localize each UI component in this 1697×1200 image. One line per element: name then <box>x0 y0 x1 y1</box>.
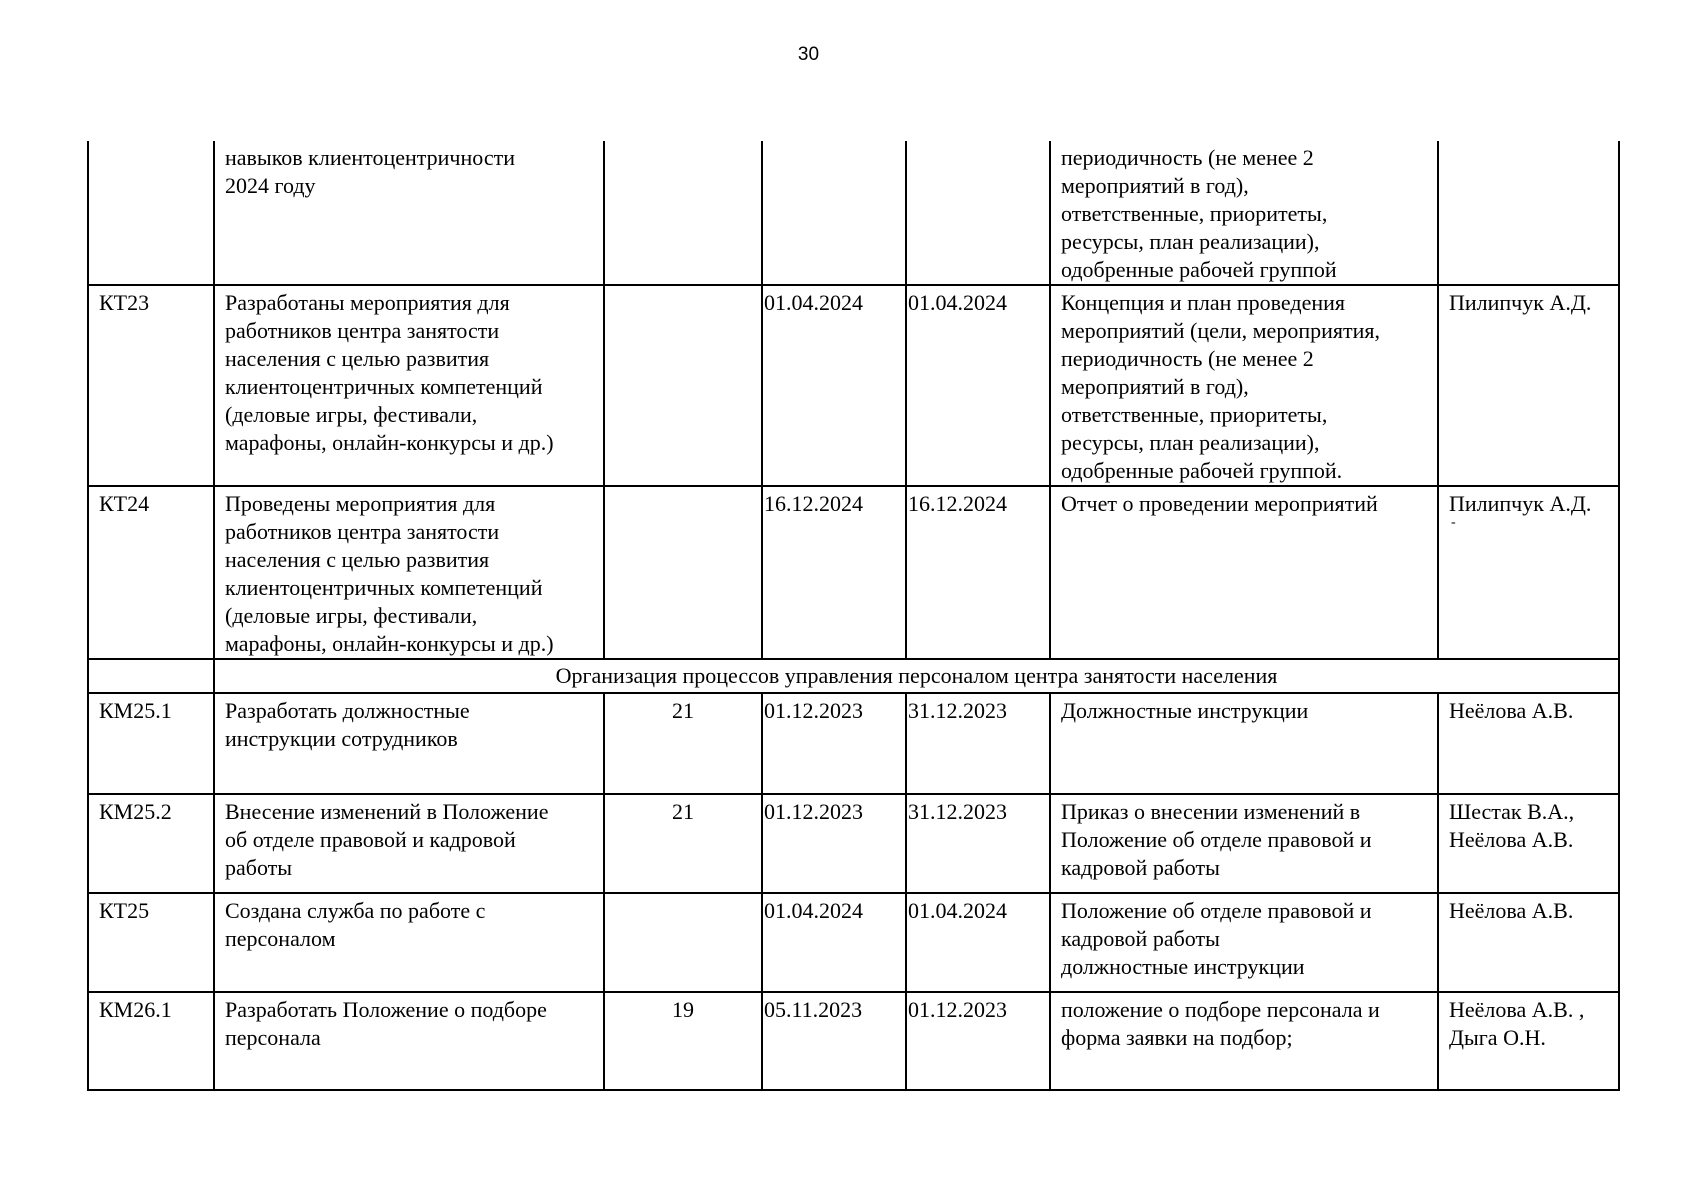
cell-code: КТ24 <box>88 486 214 659</box>
responsible-mark: - <box>1451 515 1456 530</box>
cell-code <box>88 659 214 693</box>
cell-result: положение о подборе персонала и форма заявки на подбор; <box>1050 992 1438 1090</box>
cell-responsible: Неёлова А.В. <box>1438 893 1619 992</box>
cell-task: Проведены мероприятия для работников центра занятости населения с целью развития клиентоцентричных компетенций (деловые игры, фестивали, марафоны, онлайн-конкурсы и др.) <box>214 486 604 659</box>
table-row-continued <box>88 141 1619 285</box>
cell-num <box>604 486 762 659</box>
cell-code: КМ26.1 <box>88 992 214 1090</box>
table-row <box>88 992 1619 1090</box>
cell-start-date: 01.04.2024 <box>762 893 906 992</box>
section-heading-row <box>88 659 1619 693</box>
table-row <box>88 794 1619 893</box>
table-row <box>88 285 1619 486</box>
cell-code <box>88 141 214 285</box>
cell-code: КМ25.1 <box>88 693 214 794</box>
cell-task: Разработаны мероприятия для работников центра занятости населения с целью развития клиентоцентричных компетенций (деловые игры, фестивали, марафоны, онлайн-конкурсы и др.) <box>214 285 604 486</box>
cell-end-date: 01.04.2024 <box>906 285 1050 486</box>
cell-code: КТ25 <box>88 893 214 992</box>
cell-task: Внесение изменений в Положение об отделе правовой и кадровой работы <box>214 794 604 893</box>
table-row <box>88 693 1619 794</box>
cell-end-date: 31.12.2023 <box>906 794 1050 893</box>
cell-responsible <box>1438 486 1619 659</box>
cell-end-date: 01.04.2024 <box>906 893 1050 992</box>
section-heading: Организация процессов управления персоналом центра занятости населения <box>214 659 1619 693</box>
plan-table <box>87 141 1620 1091</box>
cell-num <box>604 141 762 285</box>
cell-start-date: 16.12.2024 <box>762 486 906 659</box>
cell-responsible: Неёлова А.В. <box>1438 693 1619 794</box>
cell-result: Приказ о внесении изменений в Положение об отделе правовой и кадровой работы <box>1050 794 1438 893</box>
cell-code: КТ23 <box>88 285 214 486</box>
cell-start-date: 01.12.2023 <box>762 794 906 893</box>
cell-result: Положение об отделе правовой и кадровой работы должностные инструкции <box>1050 893 1438 992</box>
cell-responsible: Пилипчук А.Д. <box>1438 285 1619 486</box>
cell-task: навыков клиентоцентричности 2024 году <box>214 141 604 285</box>
responsible-name: Пилипчук А.Д. <box>1449 491 1592 516</box>
table-row <box>88 893 1619 992</box>
cell-num <box>604 285 762 486</box>
cell-task: Создана служба по работе с персоналом <box>214 893 604 992</box>
cell-end-date: 16.12.2024 <box>906 486 1050 659</box>
cell-task: Разработать Положение о подборе персонала <box>214 992 604 1090</box>
plan-table-body <box>88 141 1619 1090</box>
table-row <box>88 486 1619 659</box>
cell-result: периодичность (не менее 2 мероприятий в год), ответственные, приоритеты, ресурсы, план реализации), одобренные рабочей группой <box>1050 141 1438 285</box>
cell-responsible <box>1438 141 1619 285</box>
cell-responsible: Неёлова А.В. , Дыга О.Н. <box>1438 992 1619 1090</box>
cell-start-date: 01.12.2023 <box>762 693 906 794</box>
cell-end-date: 31.12.2023 <box>906 693 1050 794</box>
cell-num <box>604 893 762 992</box>
cell-responsible: Шестак В.А., Неёлова А.В. <box>1438 794 1619 893</box>
cell-start-date <box>762 141 906 285</box>
cell-result: Концепция и план проведения мероприятий (цели, мероприятия, периодичность (не менее 2 мероприятий в год), ответственные, приоритеты, ресурсы, план реализации), одобренные рабочей группой. <box>1050 285 1438 486</box>
cell-result: Должностные инструкции <box>1050 693 1438 794</box>
cell-num: 19 <box>604 992 762 1090</box>
cell-end-date: 01.12.2023 <box>906 992 1050 1090</box>
cell-start-date: 05.11.2023 <box>762 992 906 1090</box>
cell-num: 21 <box>604 794 762 893</box>
cell-end-date <box>906 141 1050 285</box>
cell-code: КМ25.2 <box>88 794 214 893</box>
cell-result: Отчет о проведении мероприятий <box>1050 486 1438 659</box>
cell-task: Разработать должностные инструкции сотрудников <box>214 693 604 794</box>
page-number: 30 <box>797 44 820 65</box>
cell-num: 21 <box>604 693 762 794</box>
cell-start-date: 01.04.2024 <box>762 285 906 486</box>
